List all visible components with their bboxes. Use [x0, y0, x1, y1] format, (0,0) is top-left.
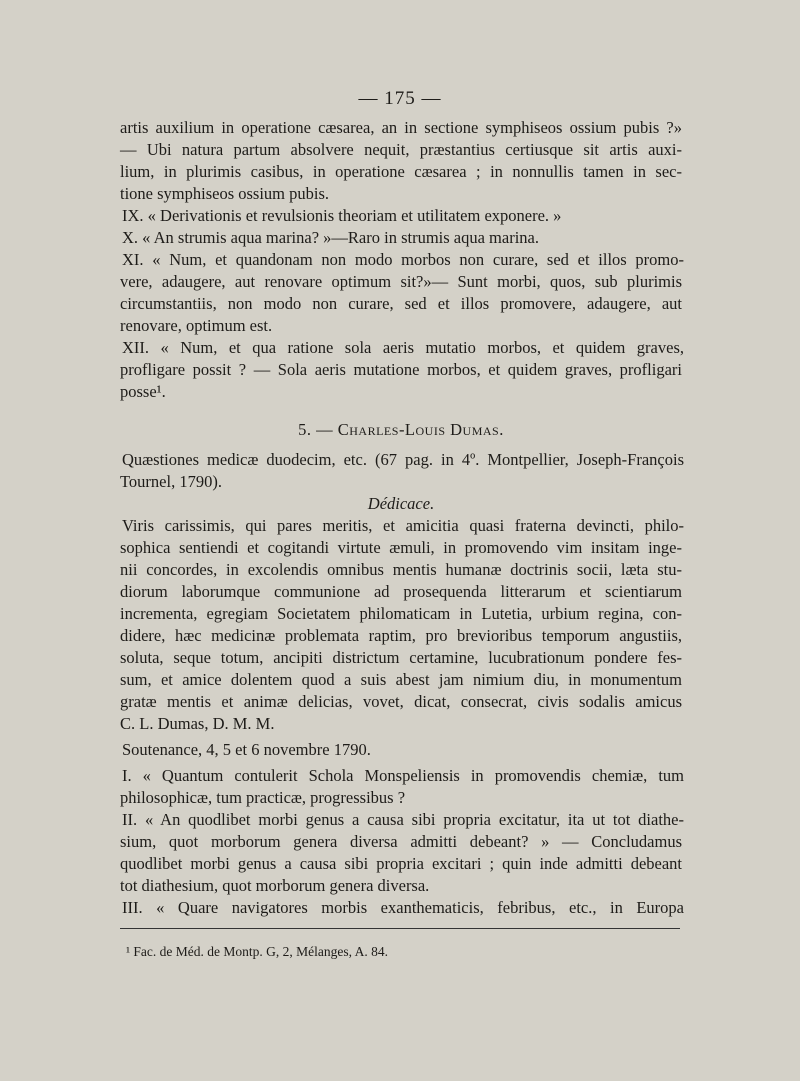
text-line: incrementa, egregiam Societatem philomaticam in Lutetia, urbium regina, con- [120, 604, 682, 623]
question-ix: IX. « Derivationis et revulsionis theoriam et utilitatem exponere. » [122, 206, 562, 225]
text-line: — Ubi natura partum absolvere nequit, præstantius certiusque sit artis auxi- [120, 140, 682, 159]
text-line: I. « Quantum contulerit Schola Monspeliensis in promovendis chemiæ, tum [122, 766, 684, 785]
text-line: II. « An quodlibet morbi genus a causa sibi propria excitatur, ita ut tot diathe- [122, 810, 684, 829]
text-line: nii concordes, in excolendis omnibus mentis humanæ doctrinis socii, læta stu- [120, 560, 682, 579]
text-line: artis auxilium in operatione cæsarea, an in sectione symphiseos ossium pubis ?» [120, 118, 682, 137]
page-number-header: — 175 — [358, 88, 442, 109]
text-line: tione symphiseos ossium pubis. [120, 184, 330, 203]
text-line: profligare possit ? — Sola aeris mutatione morbos, et quidem graves, profligari [120, 360, 682, 379]
text-line: posse¹. [120, 382, 166, 401]
text-line: III. « Quare navigatores morbis exanthematicis, febribus, etc., in Europa [122, 898, 684, 917]
text-line: Viris carissimis, qui pares meritis, et amicitia quasi fraterna devincti, philo- [122, 516, 684, 535]
text-line: Soutenance, 4, 5 et 6 novembre 1790. [122, 740, 371, 759]
text-line: renovare, optimum est. [120, 316, 273, 335]
text-line: lium, in plurimis casibus, in operatione cæsarea ; in nonnullis tamen in sec- [120, 162, 682, 181]
footnote-rule [120, 928, 680, 929]
text-line: soluta, seque totum, ancipiti districtum certamine, lucubrationum pondere fes- [120, 648, 682, 667]
text-line: didere, hæc medicinæ problemata raptim, pro brevioribus temporum angustiis, [120, 626, 682, 645]
question-x: X. « An strumis aqua marina? »—Raro in strumis aqua marina. [122, 228, 539, 247]
text-line: sophica sentiendi et cogitandi virtute æmuli, in promovendo vim insitam inge- [120, 538, 682, 557]
footnote: ¹ Fac. de Méd. de Montp. G, 2, Mélanges, A. 84. [126, 944, 389, 959]
text-line: sum, et amice dolentem quod a suis abest jam nimium diu, in monumentum [120, 670, 682, 689]
text-line: quodlibet morbi genus a causa sibi propria excitari ; quin inde admitti debeant [120, 854, 682, 873]
text-line: Tournel, 1790). [120, 472, 222, 491]
section-heading: 5. — Charles-Louis Dumas. [298, 420, 504, 439]
text-line: philosophicæ, tum practicæ, progressibus ? [120, 788, 682, 808]
text-line: sium, quot morborum genera diversa admitti debeant? » — Concludamus [120, 832, 682, 851]
dedication-heading: Dédicace. [367, 494, 435, 513]
text-line: diorum laborumque communione ad prosequenda litterarum et scientiarum [120, 582, 682, 601]
question-xi: XI. « Num, et quandonam non modo morbos non curare, sed et illos promo- [122, 250, 684, 269]
signature-line: C. L. Dumas, D. M. M. [120, 714, 275, 733]
text-line: vere, adaugere, aut renovare optimum sit?»— Sunt morbi, quos, sub plurimis [120, 272, 682, 291]
text-line: tot diathesium, quot morborum genera diversa. [120, 876, 682, 896]
question-xii: XII. « Num, et qua ratione sola aeris mutatio morbos, et quidem graves, [122, 338, 684, 357]
text-line: Quæstiones medicæ duodecim, etc. (67 pag. in 4º. Montpellier, Joseph-François [122, 450, 684, 469]
text-line: gratæ mentis et animæ delicias, vovet, dicat, consecrat, civis sodalis amicus [120, 692, 682, 711]
text-line: circumstantiis, non modo non curare, sed et illos promovere, adaugere, aut [120, 294, 682, 313]
